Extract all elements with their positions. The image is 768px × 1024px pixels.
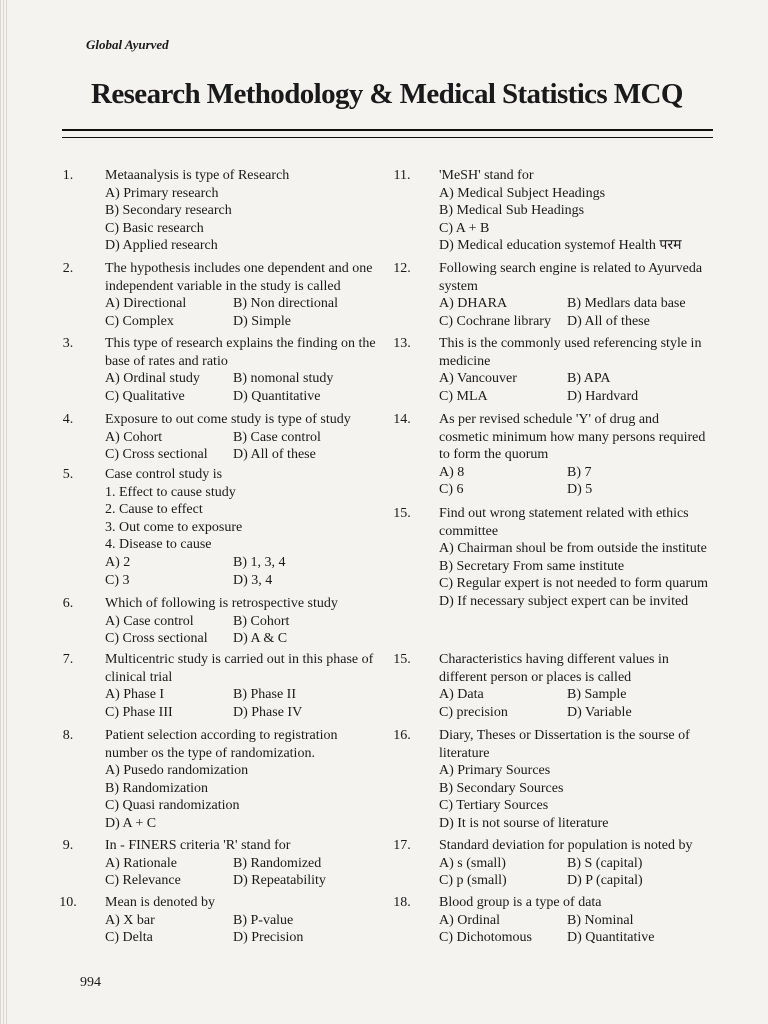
- question-item: [58, 837, 378, 890]
- question-stem: Following search engine is related to Ayurveda system: [439, 261, 703, 294]
- answer-option: C) A + B: [439, 220, 490, 236]
- question-item: [58, 894, 378, 947]
- question-stem: Characteristics having different values in different person or places is called: [439, 652, 669, 685]
- answer-option: A) X bar: [105, 912, 155, 928]
- answer-option: D) 3, 4: [233, 572, 273, 588]
- answer-option: A) Data: [439, 687, 484, 703]
- answer-option: B) Cohort: [233, 613, 290, 629]
- answer-option: B) Case control: [233, 429, 321, 445]
- question-stem: As per revised schedule 'Y' of drug and cosmetic minimum how many persons required to form the quorum: [439, 412, 706, 463]
- page-number: 994: [80, 975, 101, 990]
- answer-option-row: [105, 912, 378, 930]
- answer-option-row: [439, 313, 710, 331]
- answer-option: B) APA: [567, 371, 611, 387]
- question-stem: This type of research explains the finding on the base of rates and ratio: [105, 336, 376, 369]
- answer-option: A) Cohort: [105, 429, 163, 445]
- answer-option: A) Phase I: [105, 687, 165, 703]
- answer-option-row: [105, 686, 378, 704]
- answer-option: D) Precision: [233, 930, 304, 946]
- question-item: [58, 260, 378, 330]
- answer-option: B) Secondary Sources: [439, 780, 564, 796]
- answer-option-row: [105, 872, 378, 890]
- answer-option: B) P-value: [233, 912, 294, 928]
- answer-option-row: [105, 429, 378, 447]
- answer-option: A) Pusedo randomization: [105, 763, 249, 779]
- question-item: [58, 335, 378, 405]
- answer-option: C) Basic research: [105, 220, 204, 236]
- question-item: [392, 260, 710, 330]
- answer-option: 4. Disease to cause: [105, 537, 212, 553]
- answer-option: A) Case control: [105, 613, 194, 629]
- answer-option: A) 8: [439, 464, 465, 480]
- answer-option-row: [439, 481, 710, 499]
- question-item: [392, 894, 710, 947]
- question-item: [58, 167, 378, 255]
- answer-option: A) Ordinal study: [105, 371, 200, 387]
- answer-option: D) A & C: [233, 631, 288, 647]
- question-number: 4.: [62, 412, 74, 427]
- answer-option: B) 7: [567, 464, 592, 480]
- answer-option: C) Cross sectional: [105, 447, 208, 463]
- answer-option-row: [105, 370, 378, 388]
- answer-option-row: [105, 313, 378, 331]
- answer-option-row: [439, 929, 710, 947]
- question-stem: Multicentric study is carried out in this phase of clinical trial: [105, 652, 374, 685]
- answer-option: D) It is not sourse of literature: [439, 815, 609, 831]
- question-item: [392, 837, 710, 890]
- question-stem: Mean is denoted by: [105, 895, 216, 910]
- answer-option: B) Randomized: [233, 855, 322, 871]
- answer-option: C) Quasi randomization: [105, 798, 240, 814]
- answer-option: B) S (capital): [567, 855, 643, 871]
- answer-option: D) Quantitative: [233, 388, 321, 404]
- answer-option: 2. Cause to effect: [105, 502, 203, 518]
- answer-option: A) Chairman shoul be from outside the institute: [439, 541, 707, 557]
- answer-option: C) 3: [105, 572, 130, 588]
- answer-option: D) Simple: [233, 313, 291, 329]
- question-number: 15.: [393, 652, 411, 667]
- question-stem: Diary, Theses or Dissertation is the sourse of literature: [439, 728, 690, 761]
- question-number: 2.: [62, 261, 74, 276]
- answer-option: B) Phase II: [233, 687, 296, 703]
- question-number: 1.: [62, 168, 74, 183]
- answer-option: D) A + C: [105, 815, 157, 831]
- answer-option: D) All of these: [233, 447, 316, 463]
- question-item: [58, 411, 378, 464]
- answer-option-row: [105, 446, 378, 464]
- question-number: 12.: [393, 261, 411, 276]
- answer-option: D) Applied research: [105, 238, 218, 254]
- answer-option: D) All of these: [567, 313, 650, 329]
- answer-option: D) Repeatability: [233, 873, 326, 889]
- answer-option-row: [439, 704, 710, 722]
- answer-option: C) precision: [439, 704, 508, 720]
- question-stem: Find out wrong statement related with ethics committee: [439, 506, 689, 539]
- answer-option-row: [105, 704, 378, 722]
- answer-option: A) Ordinal: [439, 912, 501, 928]
- answer-option: C) Tertiary Sources: [439, 798, 549, 814]
- question-item: [392, 167, 710, 255]
- answer-option: D) Phase IV: [233, 704, 303, 720]
- answer-option: 3. Out come to exposure: [105, 519, 243, 535]
- answer-option: D) Variable: [567, 704, 632, 720]
- answer-option: A) s (small): [439, 855, 506, 871]
- question-number: 5.: [62, 467, 74, 482]
- answer-option: D) If necessary subject expert can be invited: [439, 593, 689, 609]
- answer-option-row: [439, 295, 710, 313]
- question-number: 16.: [393, 728, 411, 743]
- answer-option: A) Medical Subject Headings: [439, 185, 606, 201]
- answer-option-row: [105, 929, 378, 947]
- answer-option: C) p (small): [439, 873, 507, 889]
- title-rule: [62, 129, 713, 138]
- question-item: [58, 595, 378, 648]
- answer-option: C) MLA: [439, 388, 488, 404]
- question-number: 6.: [62, 596, 74, 611]
- page-title: Research Methodology & Medical Statistics MCQ: [91, 78, 683, 110]
- running-head: Global Ayurved: [86, 37, 169, 52]
- question-number: 8.: [62, 728, 74, 743]
- question-stem: Case control study is: [105, 467, 223, 482]
- answer-option: D) 5: [567, 482, 593, 498]
- answer-option-row: [105, 630, 378, 648]
- question-number: 14.: [393, 412, 411, 427]
- answer-option: C) Complex: [105, 313, 174, 329]
- answer-option: D) Medical education systemof Health परम: [439, 238, 682, 254]
- answer-option: A) Vancouver: [439, 371, 517, 387]
- answer-option-row: [439, 855, 710, 873]
- question-stem: Metaanalysis is type of Research: [105, 168, 290, 183]
- answer-option: A) DHARA: [439, 296, 508, 312]
- answer-option: B) Randomization: [105, 780, 209, 796]
- answer-option: C) Delta: [105, 930, 153, 946]
- answer-option: 1. Effect to cause study: [105, 484, 236, 500]
- question-number: 3.: [62, 336, 74, 351]
- answer-option-row: [105, 554, 378, 572]
- question-number: 17.: [393, 838, 411, 853]
- answer-option: A) 2: [105, 554, 131, 570]
- answer-option: B) nomonal study: [233, 371, 334, 387]
- answer-option: C) Phase III: [105, 704, 173, 720]
- question-stem: 'MeSH' stand for: [439, 168, 534, 183]
- answer-option-row: [439, 686, 710, 704]
- question-item: [58, 651, 378, 721]
- question-item: [392, 335, 710, 405]
- question-number: 11.: [393, 168, 411, 183]
- question-number: 15.: [393, 506, 411, 521]
- question-number: 7.: [62, 652, 74, 667]
- question-number: 9.: [62, 838, 74, 853]
- question-item: [392, 727, 710, 833]
- answer-option: A) Rationale: [105, 855, 177, 871]
- question-number: 10.: [59, 895, 77, 910]
- question-stem: In - FINERS criteria 'R' stand for: [105, 838, 291, 853]
- answer-option: C) 6: [439, 482, 464, 498]
- answer-option-row: [439, 912, 710, 930]
- answer-option: A) Primary research: [105, 185, 219, 201]
- answer-option: B) Non directional: [233, 296, 338, 312]
- answer-option-row: [105, 855, 378, 873]
- question-stem: Blood group is a type of data: [439, 895, 602, 910]
- answer-option: B) Secondary research: [105, 203, 232, 219]
- answer-option: C) Qualitative: [105, 388, 185, 404]
- answer-option: B) Sample: [567, 687, 627, 703]
- answer-option: D) Quantitative: [567, 930, 655, 946]
- question-stem: Patient selection according to registration number os the type of randomization.: [105, 728, 338, 761]
- question-item: [392, 505, 710, 611]
- answer-option: A) Directional: [105, 296, 187, 312]
- question-stem: Exposure to out come study is type of study: [105, 412, 351, 427]
- answer-option-row: [105, 388, 378, 406]
- answer-option: B) Medlars data base: [567, 296, 686, 312]
- answer-option: D) P (capital): [567, 873, 643, 889]
- answer-option: D) Hardvard: [567, 388, 639, 404]
- question-stem: Which of following is retrospective study: [105, 596, 338, 611]
- answer-option: B) 1, 3, 4: [233, 554, 286, 570]
- answer-option: C) Relevance: [105, 873, 181, 889]
- question-item: [392, 411, 710, 499]
- question-stem: Standard deviation for population is noted by: [439, 838, 693, 853]
- answer-option: B) Secretary From same institute: [439, 558, 625, 574]
- question-stem: The hypothesis includes one dependent and one independent variable in the study is called: [105, 261, 373, 294]
- answer-option-row: [105, 572, 378, 590]
- page-binding-edge: [0, 0, 8, 1024]
- question-item: [58, 727, 378, 833]
- answer-option: B) Nominal: [567, 912, 634, 928]
- question-item: [392, 651, 710, 721]
- answer-option: B) Medical Sub Headings: [439, 203, 585, 219]
- answer-option-row: [439, 872, 710, 890]
- answer-option: C) Regular expert is not needed to form quarum: [439, 576, 709, 592]
- answer-option-row: [439, 370, 710, 388]
- question-number: 13.: [393, 336, 411, 351]
- question-number: 18.: [393, 895, 411, 910]
- answer-option: A) Primary Sources: [439, 763, 551, 779]
- answer-option-row: [439, 464, 710, 482]
- answer-option-row: [105, 613, 378, 631]
- answer-option: C) Dichotomous: [439, 930, 532, 946]
- answer-option-row: [439, 388, 710, 406]
- answer-option: C) Cochrane library: [439, 313, 551, 329]
- answer-option-row: [105, 295, 378, 313]
- question-stem: This is the commonly used referencing style in medicine: [439, 336, 702, 369]
- question-item: [58, 466, 378, 589]
- answer-option: C) Cross sectional: [105, 631, 208, 647]
